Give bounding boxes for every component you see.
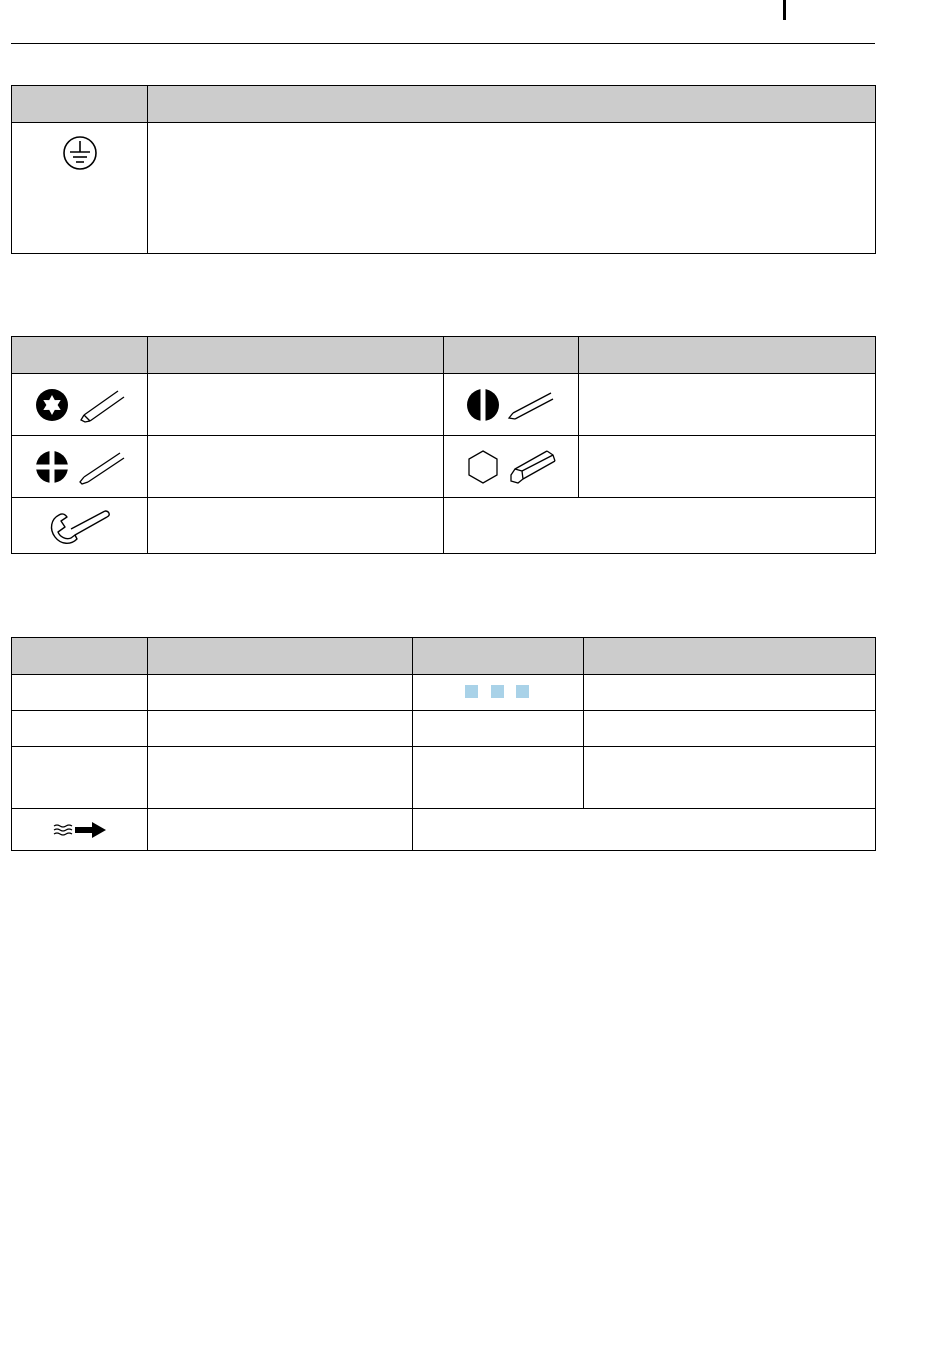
table-header-row [12, 337, 876, 374]
icon-cell [12, 123, 148, 254]
table-row [12, 711, 876, 747]
torx-screwdriver-icon [34, 385, 126, 425]
icon-cell [444, 436, 579, 498]
meaning-cell [148, 675, 413, 711]
table-row [12, 436, 876, 498]
open-ended-wrench-icon [45, 505, 115, 547]
merged-cell [413, 809, 876, 851]
header-cell-meaning [584, 638, 876, 675]
header-cell-meaning [579, 337, 876, 374]
electrical-symbols-table [11, 85, 876, 254]
header-cell-meaning [148, 337, 444, 374]
meaning-cell [584, 711, 876, 747]
icon-cell [444, 374, 579, 436]
meaning-cell [148, 498, 444, 554]
merged-cell [444, 498, 876, 554]
icon-cell [413, 675, 584, 711]
meaning-cell [584, 747, 876, 809]
meaning-cell [148, 809, 413, 851]
protective-earth-icon [62, 135, 98, 171]
table-row [12, 123, 876, 254]
meaning-cell [148, 374, 444, 436]
symbol-cell [12, 711, 148, 747]
tool-symbols-table [11, 336, 876, 554]
header-cell-symbol [12, 638, 148, 675]
allen-key-icon [465, 447, 557, 487]
icon-cell [12, 498, 148, 554]
table-row [12, 498, 876, 554]
flow-direction-arrow-icon [52, 820, 108, 840]
flat-blade-screwdriver-icon [465, 385, 557, 425]
table-header-row [12, 638, 876, 675]
header-cell-symbol [413, 638, 584, 675]
meaning-cell [148, 711, 413, 747]
table-header-row [12, 86, 876, 123]
table-row [12, 809, 876, 851]
header-cell-symbol [444, 337, 579, 374]
meaning-cell [579, 374, 876, 436]
header-cell-meaning [148, 86, 876, 123]
graphic-symbols-table [11, 637, 876, 851]
phillips-screwdriver-icon [34, 447, 126, 487]
header-cell-symbol [12, 86, 148, 123]
meaning-cell [148, 747, 413, 809]
meaning-cell [584, 675, 876, 711]
symbol-cell [413, 711, 584, 747]
meaning-cell [148, 436, 444, 498]
icon-cell [12, 809, 148, 851]
series-of-steps-icon [465, 684, 531, 700]
meaning-cell [579, 436, 876, 498]
header-cell-meaning [148, 638, 413, 675]
meaning-cell [148, 123, 876, 254]
symbol-cell [12, 675, 148, 711]
header-cell-symbol [12, 337, 148, 374]
icon-cell [12, 374, 148, 436]
table-row [12, 747, 876, 809]
icon-cell [12, 436, 148, 498]
table-row [12, 374, 876, 436]
symbol-cell [12, 747, 148, 809]
header-rule [11, 43, 875, 44]
symbol-cell [413, 747, 584, 809]
page-corner-mark [783, 0, 786, 20]
table-row [12, 675, 876, 711]
